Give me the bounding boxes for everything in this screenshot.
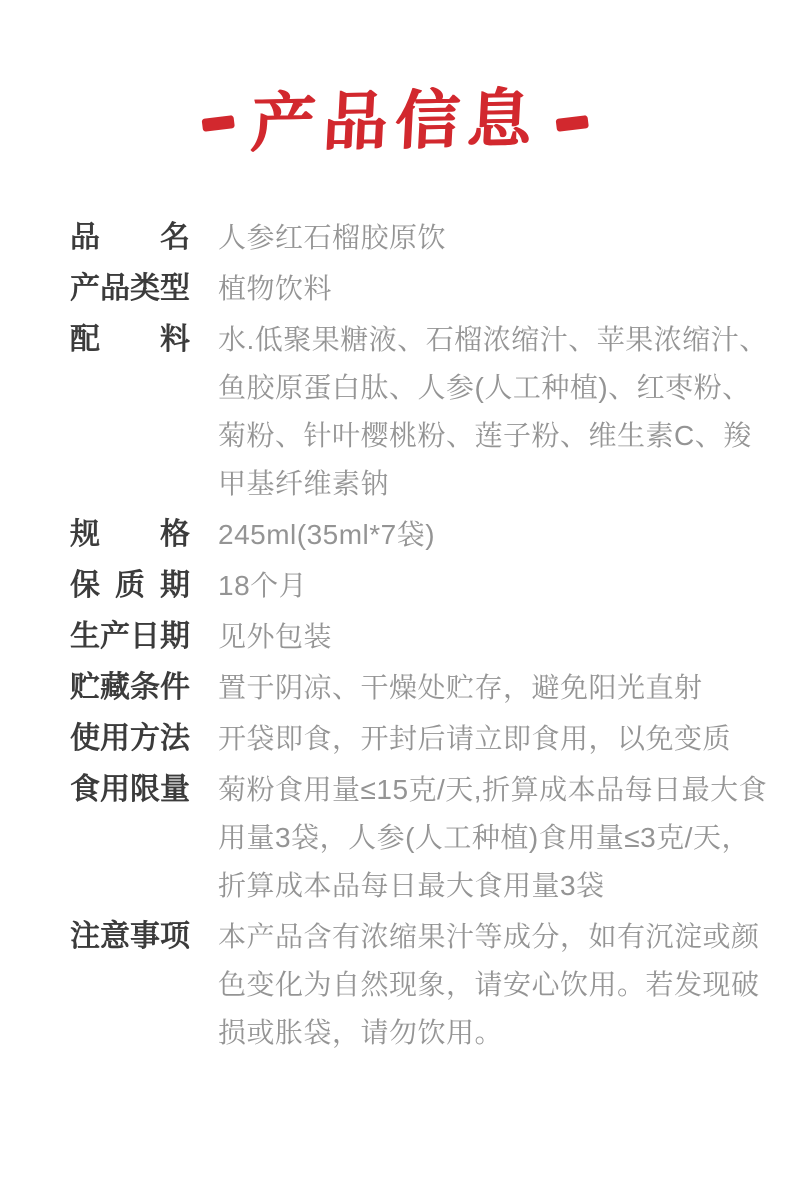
spec-label: 产品类型	[70, 272, 190, 306]
spec-value: 本产品含有浓缩果汁等成分，如有沉淀或颜色变化为自然现象，请安心饮用。若发现破损或胀袋，请勿饮用。	[218, 921, 760, 1049]
spec-row-precautions	[70, 913, 790, 1057]
spec-row-shelf-life	[70, 562, 790, 610]
spec-table	[0, 214, 790, 1057]
spec-row-storage-conditions	[70, 664, 790, 712]
spec-label: 保质期	[70, 569, 190, 603]
spec-label: 生产日期	[70, 620, 190, 654]
spec-row-consumption-limit	[70, 766, 790, 910]
spec-value: 见外包装	[218, 621, 333, 653]
spec-value: 置于阴凉、干燥处贮存，避免阳光直射	[218, 672, 703, 704]
spec-label: 配料	[70, 323, 190, 357]
spec-value: 植物饮料	[218, 273, 333, 305]
spec-label: 食用限量	[70, 773, 190, 807]
page-title	[0, 0, 790, 163]
spec-value: 245ml(35ml*7袋)	[218, 519, 436, 551]
spec-label: 注意事项	[70, 920, 190, 954]
spec-value: 菊粉食用量≤15克/天,折算成本品每日最大食用量3袋，人参(人工种植)食用量≤3克/天，折算成本品每日最大食用量3袋	[218, 774, 768, 902]
title-dash-left-icon	[202, 115, 235, 132]
spec-row-ingredients	[70, 316, 790, 508]
spec-row-production-date	[70, 613, 790, 661]
spec-label: 贮藏条件	[70, 671, 190, 705]
spec-row-usage-method	[70, 715, 790, 763]
spec-value: 水.低聚果糖液、石榴浓缩汁、苹果浓缩汁、鱼胶原蛋白肽、人参(人工种植)、红枣粉、菊粉、针叶樱桃粉、莲子粉、维生素C、羧甲基纤维素钠	[218, 324, 768, 500]
spec-row-product-name	[70, 214, 790, 262]
title-dash-right-icon	[556, 115, 589, 132]
spec-value: 18个月	[218, 570, 308, 602]
spec-row-specification	[70, 511, 790, 559]
spec-value: 人参红石榴胶原饮	[218, 222, 447, 254]
spec-label: 品名	[70, 221, 190, 255]
spec-label: 使用方法	[70, 722, 190, 756]
page-title-text: 产品信息	[248, 82, 542, 160]
spec-label: 规格	[70, 518, 190, 552]
spec-value: 开袋即食，开封后请立即食用，以免变质	[218, 723, 732, 755]
spec-row-product-type	[70, 265, 790, 313]
